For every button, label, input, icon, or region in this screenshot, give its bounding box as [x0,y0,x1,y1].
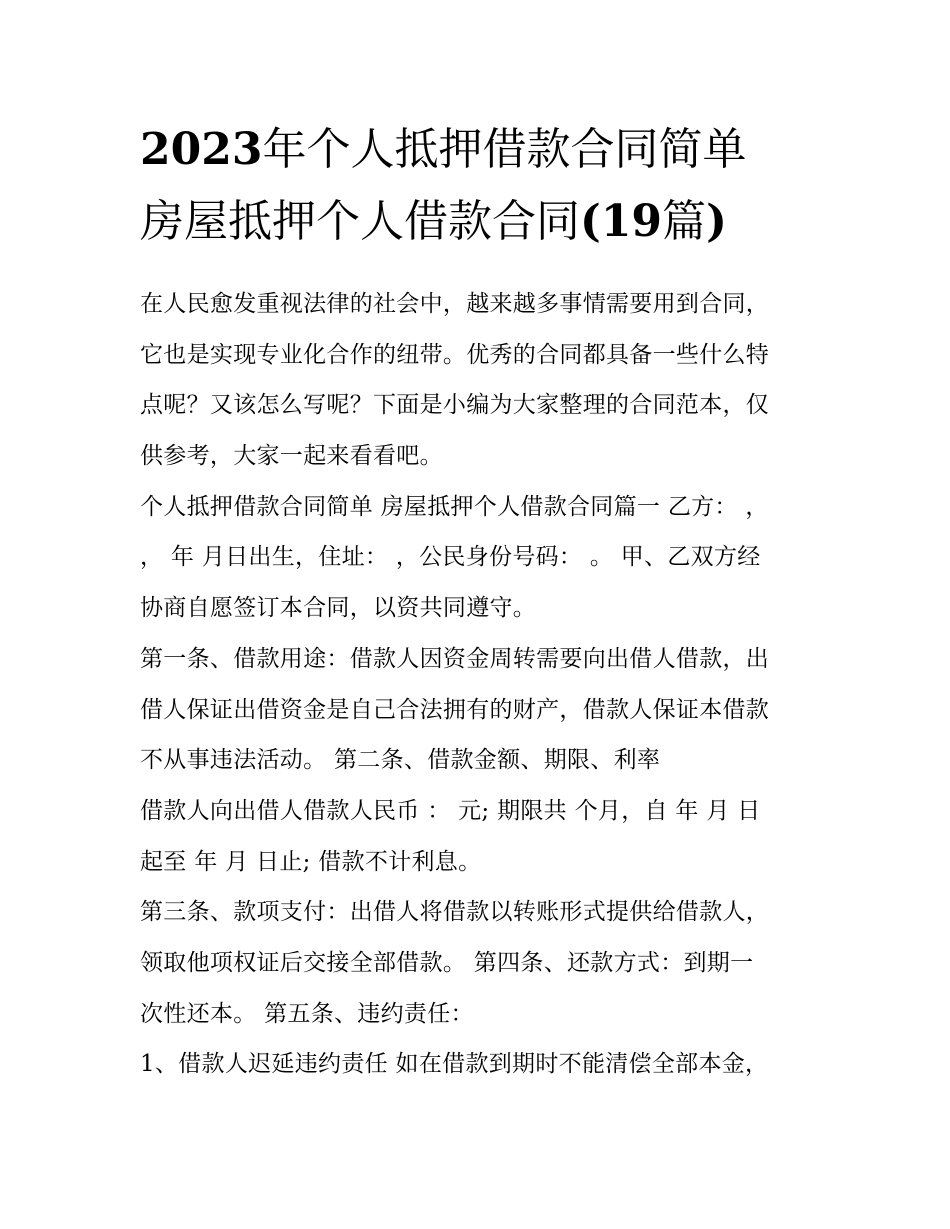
document-title [140,114,820,258]
title-year: 2023 [140,124,263,175]
body-line: 1、借款人迟延违约责任 如在借款到期时不能清偿全部本金， [140,1051,769,1078]
body-line: 协商自愿签订本合同，以资共同遵守。 [140,595,537,622]
title-line-2-text: 房屋抵押个人借款合同 [140,196,580,247]
title-count-open: (19 [580,196,663,247]
title-line-1-text: 年个人抵押借款合同简单 [262,124,747,175]
body-line: 点呢？又该怎么写呢？下面是小编为大家整理的合同范本，仅 [140,392,770,419]
body-line: 不从事违法活动。 第二条、借款金额、期限、利率 [140,747,661,774]
body-line: 第一条、借款用途：借款人因资金周转需要向出借人借款，出 [140,645,770,672]
body-line: 起至 年 月 日止; 借款不计利息。 [140,848,482,875]
title-line-1 [140,114,820,186]
body-line: 借款人向出借人借款人民币 ： 元; 期限共 个月，自 年 月 日 [140,797,761,824]
body-line: 第三条、款项支付：出借人将借款以转账形式提供给借款人， [140,899,770,926]
body-line: 供参考，大家一起来看看吧。 [140,443,443,470]
body-line: 次性还本。 第五条、违约责任： [140,1000,474,1027]
title-count-unit: 篇 [662,196,707,247]
body-line: ， 年 月日出生，住址： ，公民身份号码： 。 甲、乙双方经 [140,544,761,571]
body-line: 借人保证出借资金是自己合法拥有的财产，借款人保证本借款 [140,696,770,723]
body-line: 它也是实现专业化合作的纽带。优秀的合同都具备一些什么特 [140,341,770,368]
body-line: 个人抵押借款合同简单 房屋抵押个人借款合同篇一 乙方： ， [140,493,769,520]
body-line: 领取他项权证后交接全部借款。 第四条、还款方式：到期一 [140,949,754,976]
document-body [140,279,820,1090]
title-count-close: ) [706,196,727,247]
body-line: 在人民愈发重视法律的社会中，越来越多事情需要用到合同， [140,291,770,317]
title-line-2 [140,186,820,258]
